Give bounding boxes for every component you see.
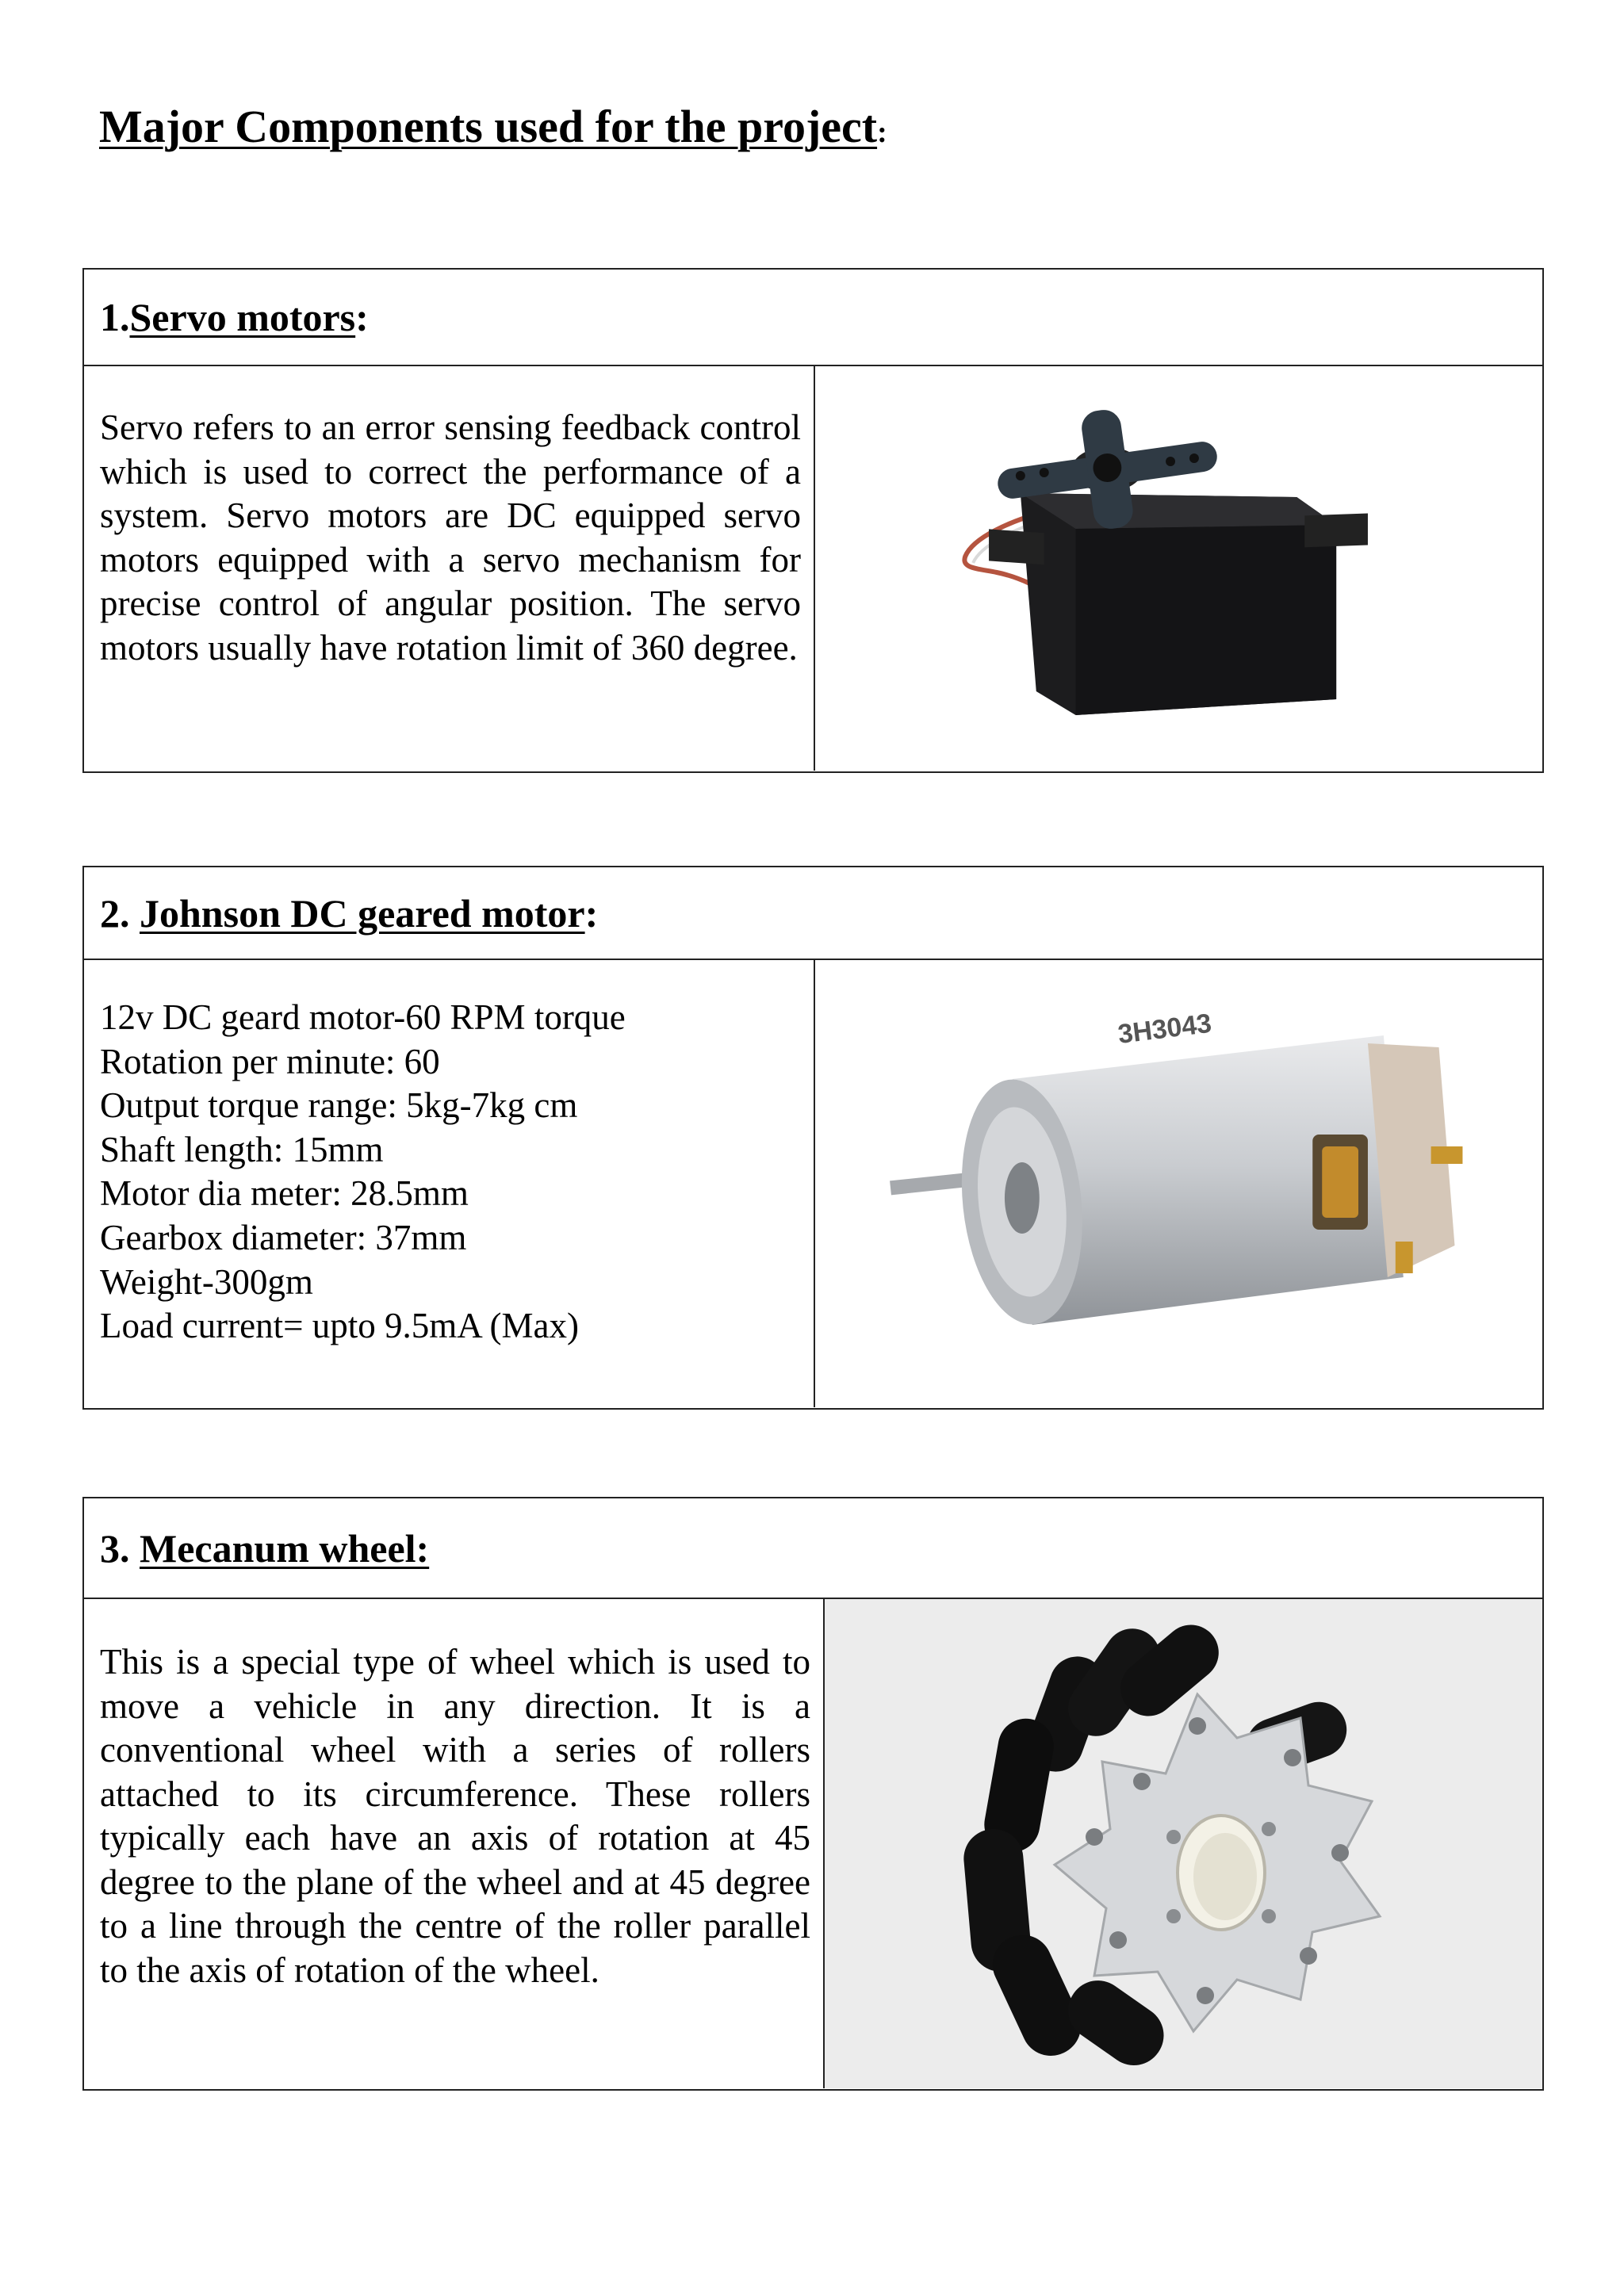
spec-line: 12v DC geard motor-60 RPM torque [100, 997, 626, 1037]
component-suffix: : [584, 890, 599, 936]
component-name: Servo motors [129, 295, 356, 339]
mecanum-wheel-icon [825, 1599, 1542, 2088]
component-servo-motors [82, 268, 1544, 773]
component-body [84, 366, 1542, 771]
component-heading [84, 270, 1542, 366]
component-name: Johnson DC geared motor [140, 890, 585, 936]
component-description [84, 366, 815, 771]
component-name: Mecanum wheel: [140, 1525, 430, 1571]
component-description [84, 1599, 825, 2088]
page-title-text: Major Components used for the project [99, 101, 878, 152]
page-title [99, 101, 887, 152]
spec-line: Weight-300gm [100, 1261, 313, 1302]
description-text: Servo refers to an error sensing feedback control which is used to correct the performance of a system. Servo motors are DC equipped servo motors equipped with a servo mechanism for precise control of angular position. The servo motors usually have rotation limit of 360 degree. [100, 408, 801, 668]
component-mecanum-wheel [82, 1497, 1544, 2091]
component-johnson-dc-geared-motor [82, 866, 1544, 1410]
motor-label: 3H3043 [1116, 1008, 1213, 1050]
spec-line: Motor dia meter: 28.5mm [100, 1173, 469, 1214]
component-number: 2. [100, 890, 130, 936]
component-number: 1. [100, 295, 130, 339]
component-specs [84, 960, 815, 1407]
servo-motor-icon [815, 366, 1542, 771]
component-body [84, 1599, 1542, 2088]
component-suffix: : [355, 295, 369, 339]
description-text: This is a special type of wheel which is used to move a vehicle in any direction. It is a conventional wheel with a series of rollers attached to its circumference. These rollers typically each have an axis of rotation at 45 degree to the plane of the wheel and at 45 degree to a line through the centre of the roller parallel to the axis of rotation of the wheel. [100, 1642, 810, 1990]
component-body [84, 960, 1542, 1407]
spec-line: Gearbox diameter: 37mm [100, 1217, 467, 1257]
component-number: 3. [100, 1525, 130, 1571]
spec-line: Shaft length: 15mm [100, 1129, 384, 1169]
spec-line: Load current= upto 9.5mA (Max) [100, 1306, 579, 1346]
spec-line: Output torque range: 5kg-7kg cm [100, 1085, 578, 1126]
spec-line: Rotation per minute: 60 [100, 1041, 440, 1081]
dc-motor-icon [815, 960, 1542, 1407]
mecanum-wheel-image [825, 1599, 1542, 2088]
dc-motor-image [815, 960, 1542, 1407]
component-heading [84, 867, 1542, 960]
component-heading [84, 1498, 1542, 1599]
page-title-colon: : [877, 116, 887, 149]
servo-motor-image [815, 366, 1542, 771]
